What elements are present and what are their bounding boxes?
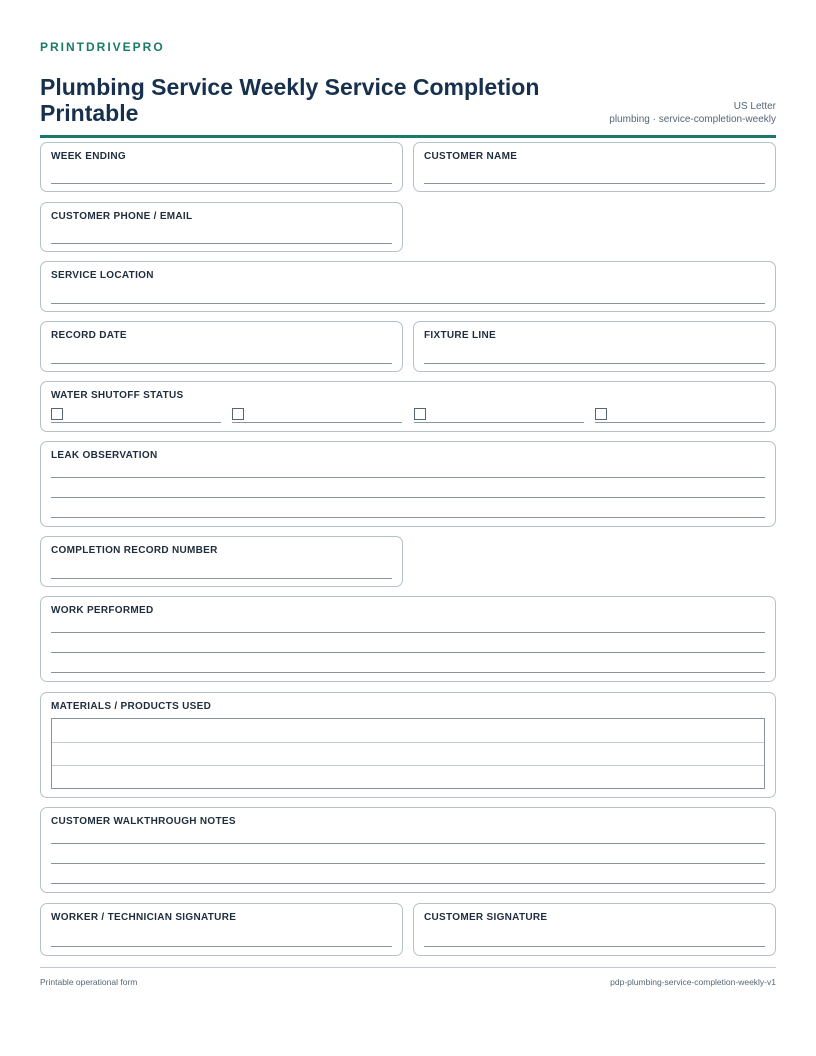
shutoff-option-4 (595, 408, 765, 423)
leak-observation-line-3[interactable] (51, 517, 765, 518)
water-shutoff-status-field (40, 381, 776, 432)
fixture-line-field (413, 321, 776, 372)
leak-observation-label: LEAK OBSERVATION (51, 450, 158, 461)
materials-table[interactable] (51, 718, 765, 789)
footer-form-id: pdp-plumbing-service-completion-weekly-v1 (610, 977, 776, 987)
shutoff-option-2 (232, 408, 402, 423)
work-performed-line-1[interactable] (51, 632, 765, 633)
water-shutoff-status-label: WATER SHUTOFF STATUS (51, 390, 184, 401)
customer-phone-email-line[interactable] (51, 243, 392, 244)
walkthrough-notes-line-2[interactable] (51, 863, 765, 864)
worker-signature-label: WORKER / TECHNICIAN SIGNATURE (51, 912, 237, 923)
customer-name-field (413, 142, 776, 192)
record-date-line[interactable] (51, 363, 392, 364)
completion-record-number-line[interactable] (51, 578, 392, 579)
footer-description: Printable operational form (40, 977, 138, 987)
form-page (40, 40, 776, 138)
form-slug: plumbing · service-completion-weekly (609, 114, 776, 125)
paper-size: US Letter (733, 101, 776, 112)
materials-used-field (40, 692, 776, 798)
shutoff-checkbox-2[interactable] (232, 408, 244, 420)
brand-name: PRINTDRIVEPRO (40, 40, 165, 54)
customer-signature-field (413, 903, 776, 956)
work-performed-line-2[interactable] (51, 652, 765, 653)
service-location-label: SERVICE LOCATION (51, 270, 154, 281)
week-ending-field (40, 142, 403, 192)
customer-name-label: CUSTOMER NAME (424, 151, 518, 162)
worker-signature-line[interactable] (51, 946, 392, 947)
customer-phone-email-field (40, 202, 403, 252)
customer-walkthrough-notes-label: CUSTOMER WALKTHROUGH NOTES (51, 816, 236, 827)
customer-signature-label: CUSTOMER SIGNATURE (424, 912, 548, 923)
shutoff-checkbox-1[interactable] (51, 408, 63, 420)
page-footer (40, 967, 776, 987)
week-ending-line[interactable] (51, 183, 392, 184)
customer-phone-email-label: CUSTOMER PHONE / EMAIL (51, 211, 193, 222)
record-date-field (40, 321, 403, 372)
leak-observation-field (40, 441, 776, 527)
materials-row-divider-1 (52, 742, 764, 743)
materials-used-label: MATERIALS / PRODUCTS USED (51, 701, 212, 712)
form-header (40, 55, 776, 138)
week-ending-label: WEEK ENDING (51, 151, 126, 162)
record-date-label: RECORD DATE (51, 330, 127, 341)
leak-observation-line-2[interactable] (51, 497, 765, 498)
fixture-line-line[interactable] (424, 363, 765, 364)
shutoff-checkbox-3[interactable] (414, 408, 426, 420)
service-location-line[interactable] (51, 303, 765, 304)
shutoff-option-1 (51, 408, 221, 423)
worker-signature-field (40, 903, 403, 956)
customer-signature-line[interactable] (424, 946, 765, 947)
customer-name-line[interactable] (424, 183, 765, 184)
shutoff-option-3 (414, 408, 584, 423)
work-performed-label: WORK PERFORMED (51, 605, 154, 616)
shutoff-checkbox-4[interactable] (595, 408, 607, 420)
walkthrough-notes-line-1[interactable] (51, 843, 765, 844)
walkthrough-notes-line-3[interactable] (51, 883, 765, 884)
completion-record-number-field (40, 536, 403, 587)
work-performed-line-3[interactable] (51, 672, 765, 673)
service-location-field (40, 261, 776, 312)
leak-observation-line-1[interactable] (51, 477, 765, 478)
customer-walkthrough-notes-field (40, 807, 776, 893)
fixture-line-label: FIXTURE LINE (424, 330, 496, 341)
work-performed-field (40, 596, 776, 682)
materials-row-divider-2 (52, 765, 764, 766)
completion-record-number-label: COMPLETION RECORD NUMBER (51, 545, 218, 556)
page-title: Plumbing Service Weekly Service Completion Printable (40, 74, 540, 126)
form-meta (609, 100, 776, 126)
